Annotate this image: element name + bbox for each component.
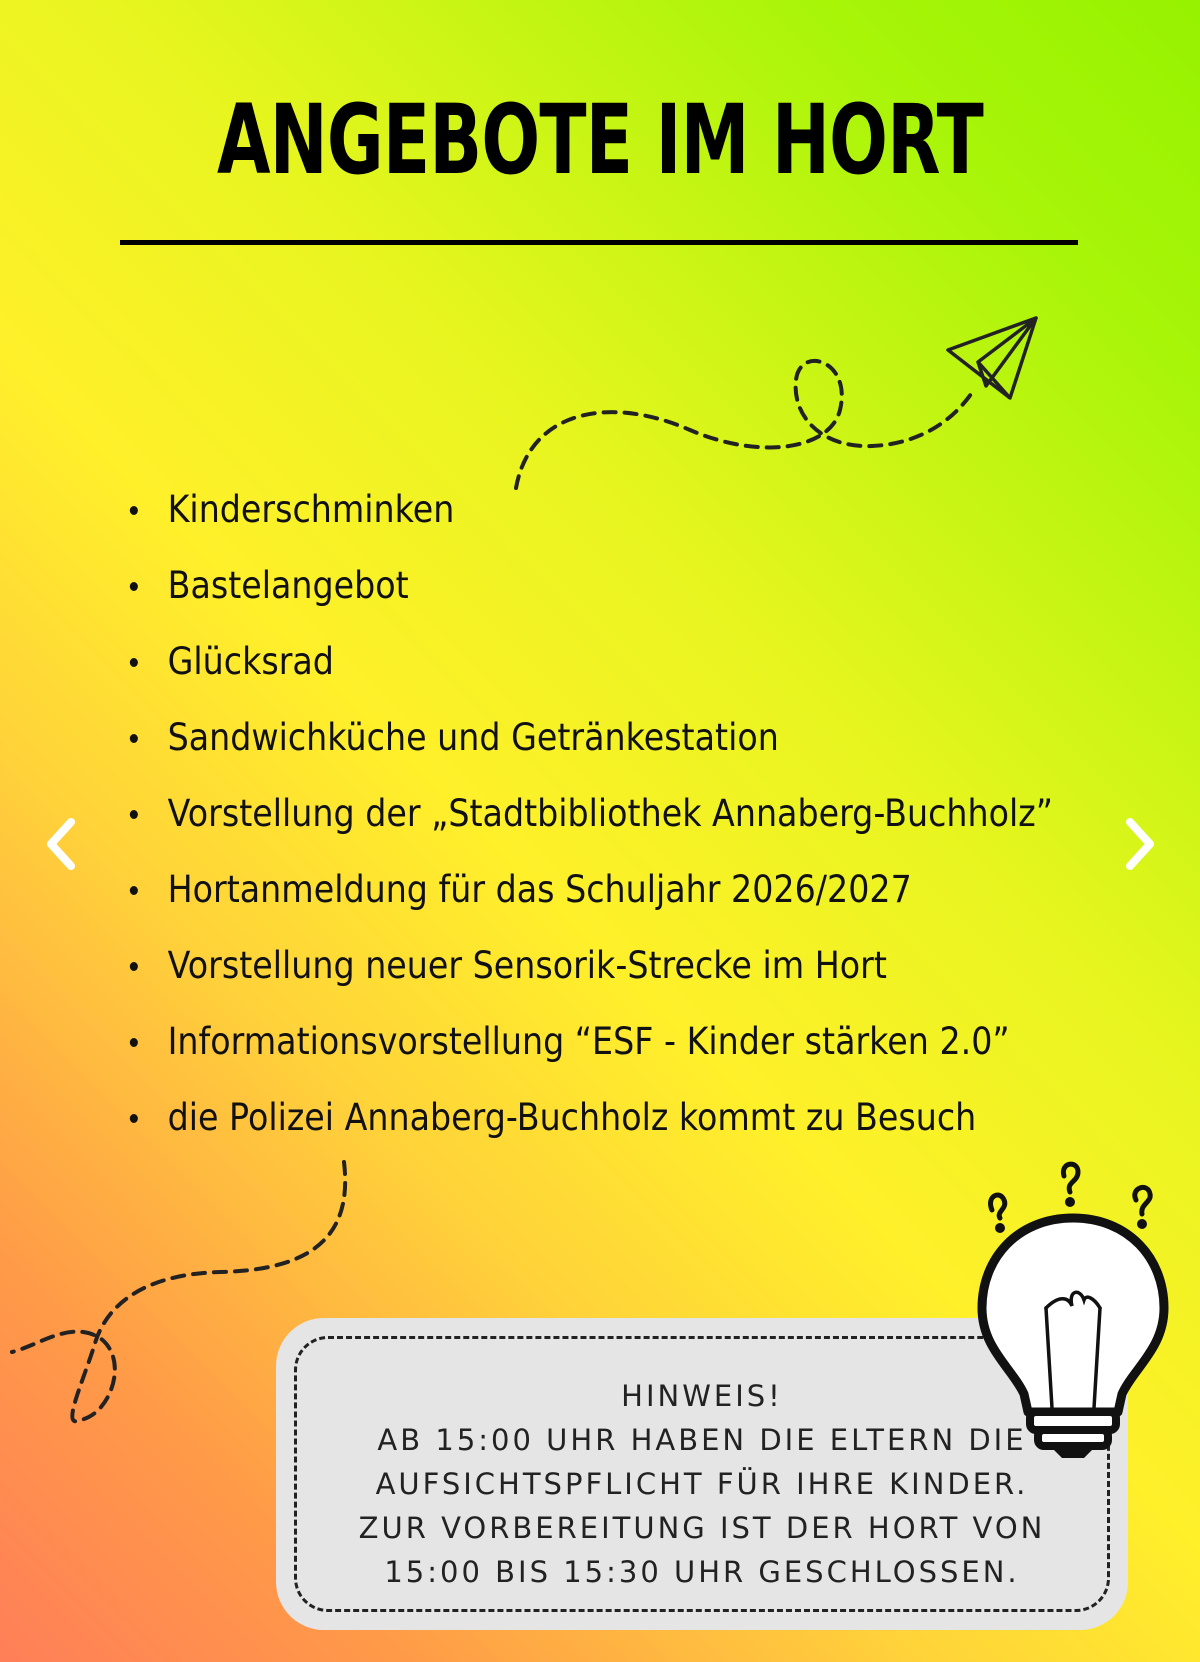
- bullet: [130, 658, 138, 667]
- next-slide-button[interactable]: [1115, 812, 1165, 876]
- bullet: [130, 1114, 138, 1123]
- bullet: [130, 810, 138, 819]
- list-item: [128, 1094, 1053, 1170]
- list-item: [128, 486, 1053, 562]
- bullet: [130, 1038, 138, 1047]
- list-item-label: Glücksrad: [167, 640, 334, 683]
- list-item-label: Sandwichküche und Getränkestation: [167, 716, 779, 759]
- list-item-label: Vorstellung der „Stadtbibliothek Annaberg-Buchholz”: [167, 792, 1053, 835]
- offer-list: [128, 486, 1156, 1170]
- list-item: [128, 562, 1053, 638]
- list-item: [128, 1018, 1053, 1094]
- list-item: [128, 714, 1053, 790]
- dashed-flight-path-top: [516, 361, 975, 488]
- list-item-label: Hortanmeldung für das Schuljahr 2026/2027: [167, 868, 912, 911]
- bulb-glass: [982, 1218, 1164, 1412]
- notice-line: 15:00 BIS 15:30 UHR GESCHLOSSEN.: [384, 1555, 1020, 1589]
- list-item-label: Informationsvorstellung “ESF - Kinder stärken 2.0”: [167, 1020, 1010, 1063]
- chevron-left-icon: [41, 816, 81, 872]
- notice-line: AB 15:00 UHR HABEN DIE ELTERN DIE: [377, 1423, 1027, 1457]
- list-item: [128, 638, 1053, 714]
- previous-slide-button[interactable]: [36, 812, 86, 876]
- list-item: [128, 790, 1053, 866]
- bullet: [130, 506, 138, 515]
- notice-heading: HINWEIS!: [621, 1379, 783, 1413]
- list-item-label: Vorstellung neuer Sensorik-Strecke im Hort: [167, 944, 887, 987]
- bullet: [130, 734, 138, 743]
- notice-line: ZUR VORBEREITUNG IST DER HORT VON: [358, 1511, 1046, 1545]
- list-item-label: Bastelangebot: [167, 564, 409, 607]
- bullet: [130, 582, 138, 591]
- bullet: [130, 886, 138, 895]
- list-item: [128, 942, 1053, 1018]
- page-title: ANGEBOTE IM HORT: [216, 84, 984, 196]
- chevron-right-icon: [1120, 816, 1160, 872]
- bulb-base: [1030, 1412, 1116, 1458]
- light-bulb-icon: [968, 1160, 1178, 1460]
- bullet: [130, 962, 138, 971]
- list-item: [128, 866, 1053, 942]
- list-item-label: Kinderschminken: [167, 488, 455, 531]
- list-item-label: die Polizei Annaberg-Buchholz kommt zu Besuch: [167, 1096, 977, 1139]
- paper-plane-icon: [948, 318, 1036, 398]
- notice-line: AUFSICHTSPFLICHT FÜR IHRE KINDER.: [375, 1467, 1029, 1501]
